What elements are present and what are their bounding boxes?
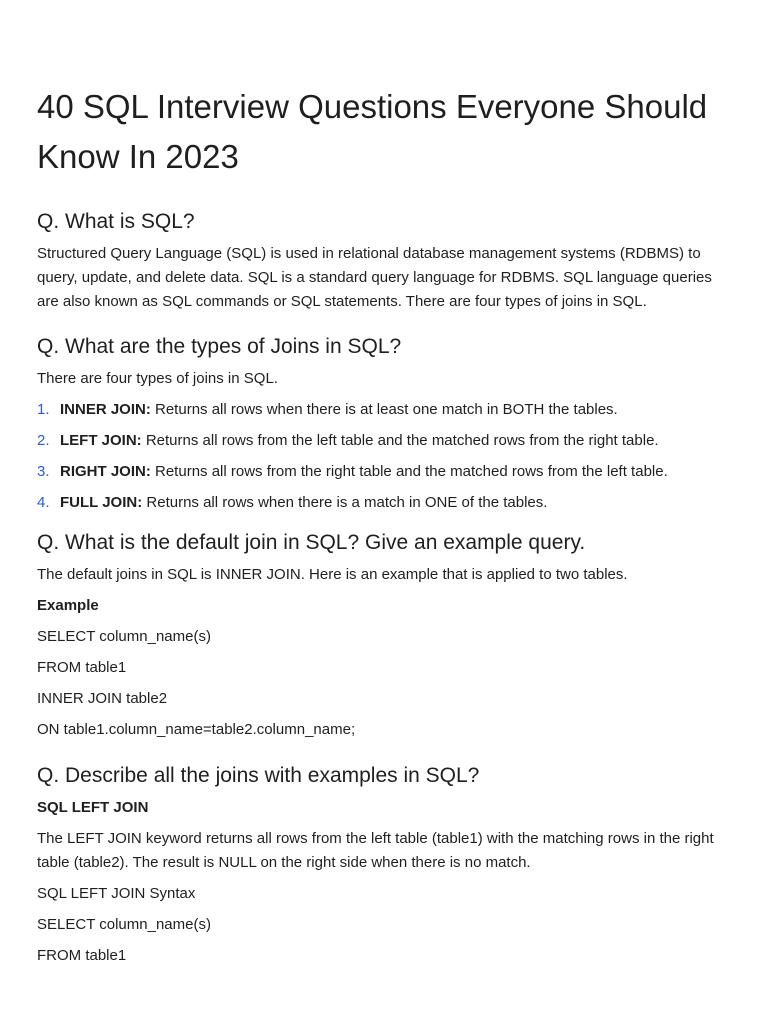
join-term: RIGHT JOIN:: [60, 463, 151, 480]
question-describe-joins: Q. Describe all the joins with examples in SQL?: [37, 764, 480, 787]
join-desc: Returns all rows from the right table and the matched rows from the left table.: [150, 463, 668, 480]
question-what-is-sql: Q. What is SQL?: [37, 210, 195, 233]
join-desc: Returns all rows when there is a match in ONE of the tables.: [142, 494, 548, 511]
subheading-left-join: SQL LEFT JOIN: [37, 799, 149, 816]
list-item-text: [60, 491, 547, 515]
page-title: 40 SQL Interview Questions Everyone Should Know In 2023: [37, 88, 708, 175]
list-item: [37, 398, 732, 422]
list-item: [37, 460, 732, 484]
code-line: FROM table1: [37, 659, 127, 676]
join-term: FULL JOIN:: [60, 494, 143, 511]
syntax-label: SQL LEFT JOIN Syntax: [37, 885, 196, 902]
joins-intro: There are four types of joins in SQL.: [37, 370, 278, 387]
join-desc: Returns all rows when there is at least one match in BOTH the tables.: [150, 401, 618, 418]
list-item-text: [60, 429, 659, 453]
code-line: SELECT column_name(s): [37, 916, 211, 933]
code-line: FROM table1: [37, 947, 127, 964]
join-term: LEFT JOIN:: [60, 432, 142, 449]
list-item-text: [60, 460, 668, 484]
list-item: [37, 491, 732, 515]
left-join-description: The LEFT JOIN keyword returns all rows from the left table (table1) with the matching rows in the right table (table2). The result is NULL on the right side when there is no match.: [37, 830, 714, 871]
default-join-intro: The default joins in SQL is INNER JOIN. Here is an example that is applied to two tables.: [37, 566, 628, 583]
list-number: 2.: [37, 432, 50, 449]
question-default-join: Q. What is the default join in SQL? Give an example query.: [37, 531, 586, 554]
join-term: INNER JOIN:: [60, 401, 151, 418]
example-label: Example: [37, 597, 99, 614]
code-line: ON table1.column_name=table2.column_name;: [37, 721, 356, 738]
join-desc: Returns all rows from the left table and the matched rows from the right table.: [141, 432, 659, 449]
joins-list: [37, 398, 732, 515]
list-item: [37, 429, 732, 453]
list-number: 4.: [37, 494, 50, 511]
code-line: INNER JOIN table2: [37, 690, 168, 707]
list-number: 3.: [37, 463, 50, 480]
question-types-of-joins: Q. What are the types of Joins in SQL?: [37, 335, 402, 358]
list-number: 1.: [37, 401, 50, 418]
code-line: SELECT column_name(s): [37, 628, 211, 645]
answer-what-is-sql: Structured Query Language (SQL) is used in relational database management systems (RDBMS) to query, update, and delete data. SQL is a standard query language for RDBMS. SQL language queries are also known as SQL commands or SQL statements. There are four types of joins in SQL.: [37, 245, 712, 310]
list-item-text: [60, 398, 618, 422]
